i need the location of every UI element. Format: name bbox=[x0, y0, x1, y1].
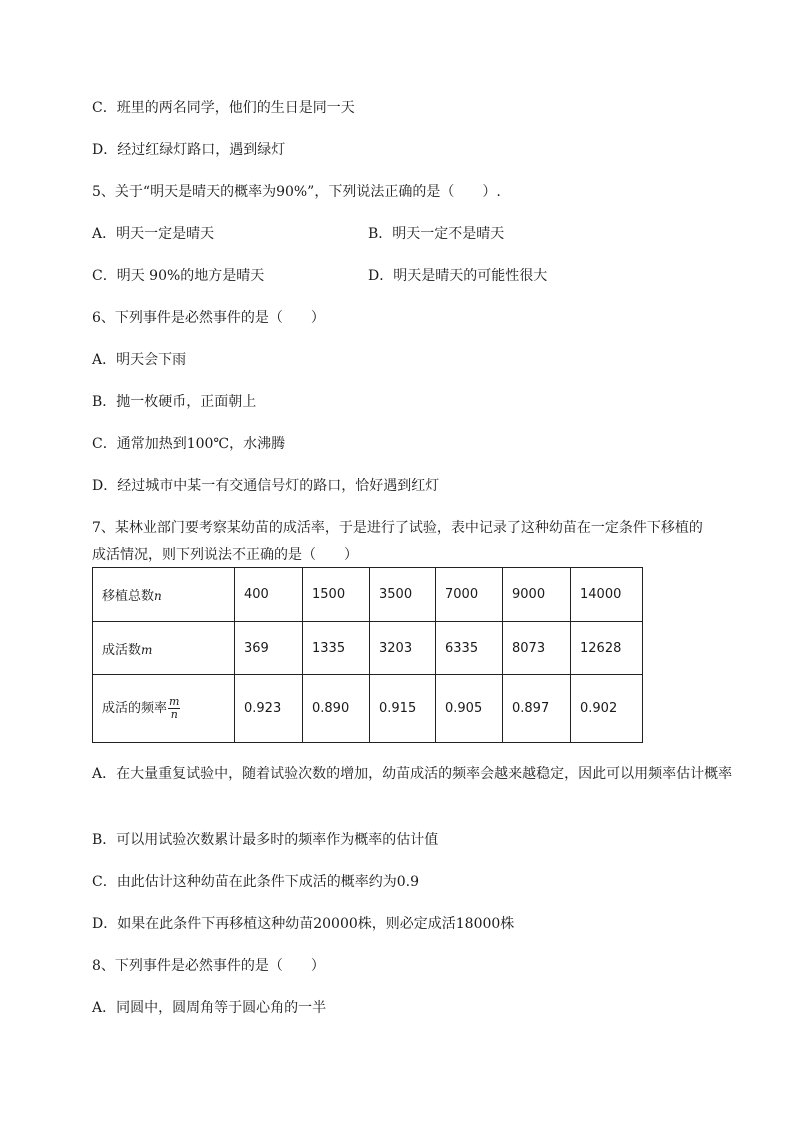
table-cell: 3203 bbox=[370, 622, 436, 675]
q7-stem-line2: 成活情况，则下列说法不正确的是（ ） bbox=[92, 547, 358, 563]
table-cell: 0.897 bbox=[503, 675, 571, 743]
table-cell: 0.923 bbox=[235, 675, 303, 743]
table-row bbox=[93, 568, 643, 622]
q4-option-d: D．经过红绿灯路口，遇到绿灯 bbox=[92, 142, 286, 158]
q7-option-b: B．可以用试验次数累计最多时的频率作为概率的估计值 bbox=[92, 832, 439, 848]
table-cell: 12628 bbox=[571, 622, 643, 675]
table-cell: 400 bbox=[235, 568, 303, 622]
q6-option-d: D．经过城市中某一有交通信号灯的路口，恰好遇到红灯 bbox=[92, 478, 440, 494]
table-cell: 0.905 bbox=[436, 675, 503, 743]
table-cell: 0.902 bbox=[571, 675, 643, 743]
q5-option-d: D．明天是晴天的可能性很大 bbox=[368, 268, 548, 284]
q8-stem: 8、下列事件是必然事件的是（ ） bbox=[92, 958, 325, 974]
table-cell: 6335 bbox=[436, 622, 503, 675]
table-cell: 7000 bbox=[436, 568, 503, 622]
q6-stem: 6、下列事件是必然事件的是（ ） bbox=[92, 310, 325, 326]
q7-option-c: C．由此估计这种幼苗在此条件下成活的概率约为0.9 bbox=[92, 874, 419, 890]
q6-option-b: B．抛一枚硬币，正面朝上 bbox=[92, 394, 257, 410]
q5-option-a: A．明天一定是晴天 bbox=[92, 226, 215, 242]
row-header-total: 移植总数n bbox=[93, 568, 235, 622]
table-cell: 9000 bbox=[503, 568, 571, 622]
q8-option-a: A．同圆中，圆周角等于圆心角的一半 bbox=[92, 1000, 327, 1016]
table-cell: 1500 bbox=[303, 568, 370, 622]
q7-option-a: A．在大量重复试验中，随着试验次数的增加，幼苗成活的频率会越来越稳定，因此可以用频率估计概率 bbox=[92, 766, 733, 782]
seedling-table bbox=[92, 567, 643, 743]
fraction-m-over-n: $\frac{m}{n}$ bbox=[169, 695, 180, 721]
row-header-survived: 成活数m bbox=[93, 622, 235, 675]
q5-stem: 5、关于“明天是晴天的概率为90%”，下列说法正确的是（ ）. bbox=[92, 184, 501, 200]
q6-option-a: A．明天会下雨 bbox=[92, 352, 187, 368]
table-cell: 14000 bbox=[571, 568, 643, 622]
row-header-frequency: 成活的频率 $\frac{m}{n}$ bbox=[93, 675, 235, 743]
q6-option-c: C．通常加热到100℃，水沸腾 bbox=[92, 436, 286, 452]
table-cell: 1335 bbox=[303, 622, 370, 675]
q4-option-c: C．班里的两名同学，他们的生日是同一天 bbox=[92, 100, 355, 116]
q7-option-d: D．如果在此条件下再移植这种幼苗20000株，则必定成活18000株 bbox=[92, 916, 515, 932]
q7-stem-line1: 7、某林业部门要考察某幼苗的成活率，于是进行了试验，表中记录了这种幼苗在一定条件下移植的 bbox=[92, 520, 703, 536]
table-cell: 369 bbox=[235, 622, 303, 675]
q5-option-c: C．明天 90%的地方是晴天 bbox=[92, 268, 265, 284]
table-cell: 3500 bbox=[370, 568, 436, 622]
table-row bbox=[93, 622, 643, 675]
q5-option-b: B．明天一定不是晴天 bbox=[368, 226, 505, 242]
table-row bbox=[93, 675, 643, 743]
table-cell: 0.915 bbox=[370, 675, 436, 743]
table-cell: 0.890 bbox=[303, 675, 370, 743]
table-cell: 8073 bbox=[503, 622, 571, 675]
